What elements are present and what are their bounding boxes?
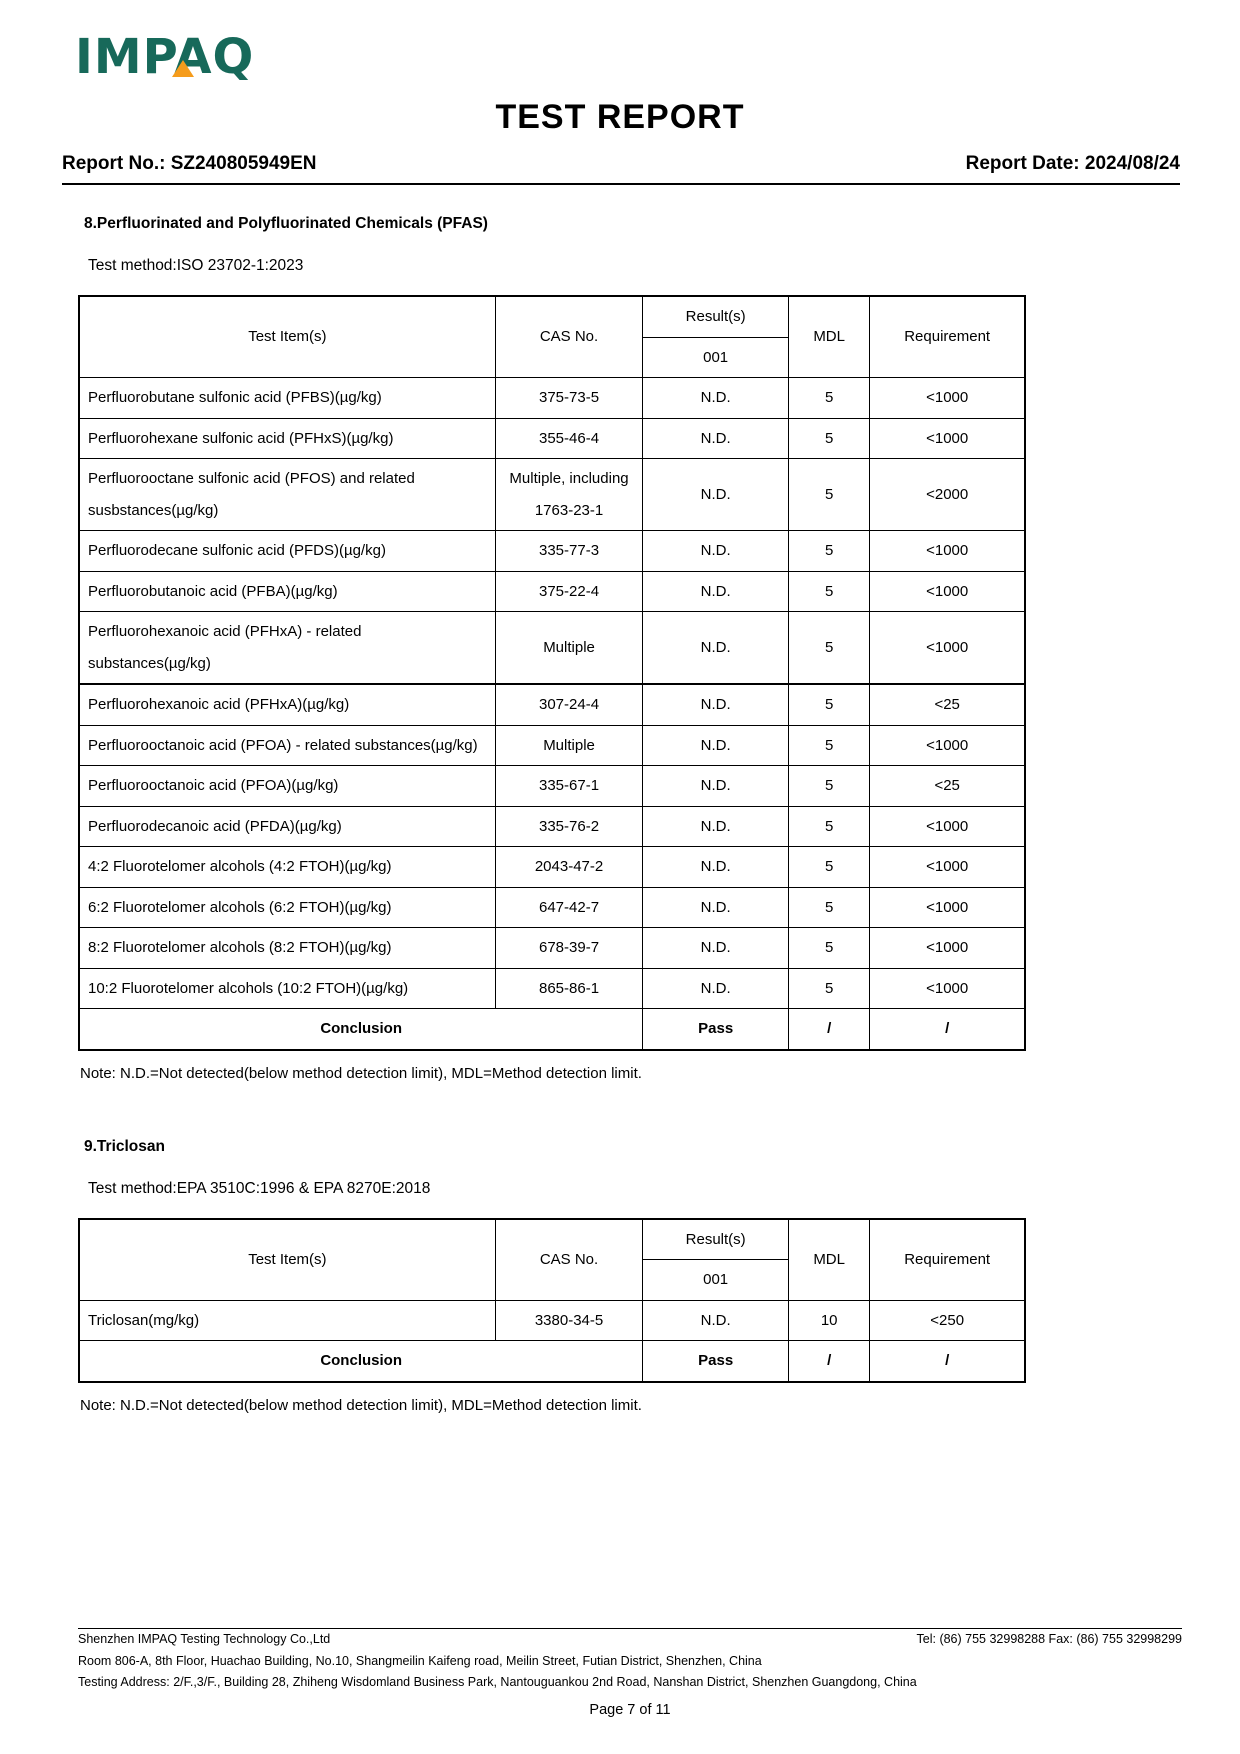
cas-no-cell: 3380-34-5 [495, 1300, 643, 1341]
result-cell: N.D. [643, 847, 789, 888]
table-row [79, 1300, 1025, 1341]
conclusion-result: Pass [643, 1341, 789, 1382]
table-row [79, 378, 1025, 419]
result-cell: N.D. [643, 1300, 789, 1341]
requirement-cell: <250 [870, 1300, 1025, 1341]
col-header-cas-no: CAS No. [495, 1219, 643, 1301]
conclusion-row [79, 1009, 1025, 1050]
test-item-cell: Perfluorooctanoic acid (PFOA)(µg/kg) [79, 766, 495, 807]
mdl-cell: 5 [788, 459, 869, 531]
requirement-cell: <1000 [870, 968, 1025, 1009]
section8-note: Note: N.D.=Not detected(below method detection limit), MDL=Method detection limit. [80, 1064, 642, 1082]
requirement-cell: <1000 [870, 725, 1025, 766]
test-item-cell: 8:2 Fluorotelomer alcohols (8:2 FTOH)(µg/kg) [79, 928, 495, 969]
result-cell: N.D. [643, 378, 789, 419]
table-row [79, 806, 1025, 847]
mdl-cell: 5 [788, 766, 869, 807]
requirement-cell: <1000 [870, 887, 1025, 928]
conclusion-result: Pass [643, 1009, 789, 1050]
test-item-cell: 4:2 Fluorotelomer alcohols (4:2 FTOH)(µg/kg) [79, 847, 495, 888]
report-number: Report No.: SZ240805949EN [62, 153, 317, 174]
test-item-cell: Perfluorohexanoic acid (PFHxA) - related substances(µg/kg) [79, 612, 495, 685]
col-header-mdl: MDL [788, 1219, 869, 1301]
section8-test-method: Test method:ISO 23702-1:2023 [88, 257, 304, 274]
cas-no-cell: 865-86-1 [495, 968, 643, 1009]
table-header-row [79, 296, 1025, 337]
mdl-cell: 5 [788, 806, 869, 847]
page-number: Page 7 of 11 [589, 1701, 671, 1718]
impaq-logo-text: IMPAQ [75, 29, 255, 85]
result-cell: N.D. [643, 571, 789, 612]
test-item-cell: Perfluorohexanoic acid (PFHxA)(µg/kg) [79, 684, 495, 725]
conclusion-label: Conclusion [79, 1009, 643, 1050]
cas-no-cell: Multiple, including 1763-23-1 [495, 459, 643, 531]
conclusion-requirement: / [870, 1341, 1025, 1382]
requirement-cell: <25 [870, 684, 1025, 725]
cas-no-cell: 2043-47-2 [495, 847, 643, 888]
col-header-requirement: Requirement [870, 296, 1025, 378]
conclusion-label: Conclusion [79, 1341, 643, 1382]
conclusion-row [79, 1341, 1025, 1382]
mdl-cell: 5 [788, 418, 869, 459]
mdl-cell: 5 [788, 571, 869, 612]
result-cell: N.D. [643, 725, 789, 766]
report-date: Report Date: 2024/08/24 [965, 153, 1180, 174]
conclusion-mdl: / [788, 1341, 869, 1382]
cas-no-cell: 678-39-7 [495, 928, 643, 969]
section9-test-method: Test method:EPA 3510C:1996 & EPA 8270E:2018 [88, 1179, 431, 1197]
section8-heading: 8.Perfluorinated and Polyfluorinated Chemicals (PFAS) [84, 215, 488, 232]
test-item-cell: 10:2 Fluorotelomer alcohols (10:2 FTOH)(µg/kg) [79, 968, 495, 1009]
cas-no-cell: 375-73-5 [495, 378, 643, 419]
pfas-results-table [78, 295, 1026, 1051]
requirement-cell: <1000 [870, 378, 1025, 419]
test-item-cell: 6:2 Fluorotelomer alcohols (6:2 FTOH)(µg/kg) [79, 887, 495, 928]
page-title: TEST REPORT [495, 98, 745, 136]
requirement-cell: <1000 [870, 612, 1025, 685]
requirement-cell: <1000 [870, 928, 1025, 969]
footer-address1: Room 806-A, 8th Floor, Huachao Building, No.10, Shangmeilin Kaifeng road, Meilin Street, Futian District, Shenzhen, China [78, 1653, 762, 1668]
mdl-cell: 5 [788, 684, 869, 725]
cas-no-cell: 335-67-1 [495, 766, 643, 807]
col-header-cas-no: CAS No. [495, 296, 643, 378]
col-header-requirement: Requirement [870, 1219, 1025, 1301]
mdl-cell: 5 [788, 928, 869, 969]
footer-company: Shenzhen IMPAQ Testing Technology Co.,Ltd [78, 1632, 331, 1646]
result-cell: N.D. [643, 887, 789, 928]
result-cell: N.D. [643, 684, 789, 725]
triclosan-results-table [78, 1218, 1026, 1383]
logo-triangle-icon [172, 60, 194, 77]
cas-no-cell: Multiple [495, 612, 643, 685]
test-item-cell: Perfluorobutanoic acid (PFBA)(µg/kg) [79, 571, 495, 612]
requirement-cell: <1000 [870, 418, 1025, 459]
result-cell: N.D. [643, 806, 789, 847]
footer-tel-fax: Tel: (86) 755 32998288 Fax: (86) 755 32998299 [916, 1632, 1182, 1646]
test-item-cell: Perfluorodecane sulfonic acid (PFDS)(µg/kg) [79, 531, 495, 572]
conclusion-requirement: / [870, 1009, 1025, 1050]
test-item-cell: Triclosan(mg/kg) [79, 1300, 495, 1341]
table-row [79, 847, 1025, 888]
mdl-cell: 5 [788, 847, 869, 888]
result-cell: N.D. [643, 531, 789, 572]
section9-note: Note: N.D.=Not detected(below method detection limit), MDL=Method detection limit. [80, 1396, 642, 1414]
test-item-cell: Perfluorodecanoic acid (PFDA)(µg/kg) [79, 806, 495, 847]
requirement-cell: <1000 [870, 571, 1025, 612]
table-row [79, 766, 1025, 807]
mdl-cell: 5 [788, 531, 869, 572]
col-header-test-item: Test Item(s) [79, 1219, 495, 1301]
table-row [79, 531, 1025, 572]
table-row [79, 684, 1025, 725]
col-header-results: Result(s) [643, 1219, 789, 1260]
cas-no-cell: 307-24-4 [495, 684, 643, 725]
col-header-mdl: MDL [788, 296, 869, 378]
mdl-cell: 5 [788, 968, 869, 1009]
table-row [79, 571, 1025, 612]
result-cell: N.D. [643, 612, 789, 685]
section9-heading: 9.Triclosan [84, 1137, 165, 1155]
test-item-cell: Perfluorooctanoic acid (PFOA) - related substances(µg/kg) [79, 725, 495, 766]
table-row [79, 968, 1025, 1009]
content-area [78, 215, 1026, 1414]
col-header-test-item: Test Item(s) [79, 296, 495, 378]
mdl-cell: 10 [788, 1300, 869, 1341]
mdl-cell: 5 [788, 612, 869, 685]
table-row [79, 887, 1025, 928]
mdl-cell: 5 [788, 378, 869, 419]
result-cell: N.D. [643, 968, 789, 1009]
table-row [79, 725, 1025, 766]
mdl-cell: 5 [788, 887, 869, 928]
result-cell: N.D. [643, 418, 789, 459]
col-header-results: Result(s) [643, 296, 789, 337]
result-cell: N.D. [643, 459, 789, 531]
cas-no-cell: 335-76-2 [495, 806, 643, 847]
test-item-cell: Perfluorohexane sulfonic acid (PFHxS)(µg/kg) [79, 418, 495, 459]
requirement-cell: <1000 [870, 806, 1025, 847]
col-header-sample-id: 001 [643, 1260, 789, 1301]
table-header-row [79, 1219, 1025, 1260]
mdl-cell: 5 [788, 725, 869, 766]
requirement-cell: <2000 [870, 459, 1025, 531]
requirement-cell: <1000 [870, 531, 1025, 572]
footer-address2: Testing Address: 2/F.,3/F., Building 28, Zhiheng Wisdomland Business Park, Nantouguankou 2nd Road, Nanshan District, Shenzhen Guangdong, China [78, 1675, 917, 1689]
result-cell: N.D. [643, 928, 789, 969]
cas-no-cell: 355-46-4 [495, 418, 643, 459]
page-footer [78, 1628, 1182, 1718]
report-meta-row [62, 153, 1180, 175]
impaq-logo [75, 28, 395, 86]
test-item-cell: Perfluorooctane sulfonic acid (PFOS) and related susbstances(µg/kg) [79, 459, 495, 531]
table-row [79, 928, 1025, 969]
conclusion-mdl: / [788, 1009, 869, 1050]
requirement-cell: <1000 [870, 847, 1025, 888]
table-row [79, 459, 1025, 531]
table-row [79, 418, 1025, 459]
cas-no-cell: 335-77-3 [495, 531, 643, 572]
table-row [79, 612, 1025, 685]
cas-no-cell: 375-22-4 [495, 571, 643, 612]
header-divider [62, 183, 1180, 185]
result-cell: N.D. [643, 766, 789, 807]
footer-company-row [78, 1629, 1182, 1651]
test-item-cell: Perfluorobutane sulfonic acid (PFBS)(µg/kg) [79, 378, 495, 419]
requirement-cell: <25 [870, 766, 1025, 807]
cas-no-cell: Multiple [495, 725, 643, 766]
col-header-sample-id: 001 [643, 337, 789, 378]
cas-no-cell: 647-42-7 [495, 887, 643, 928]
